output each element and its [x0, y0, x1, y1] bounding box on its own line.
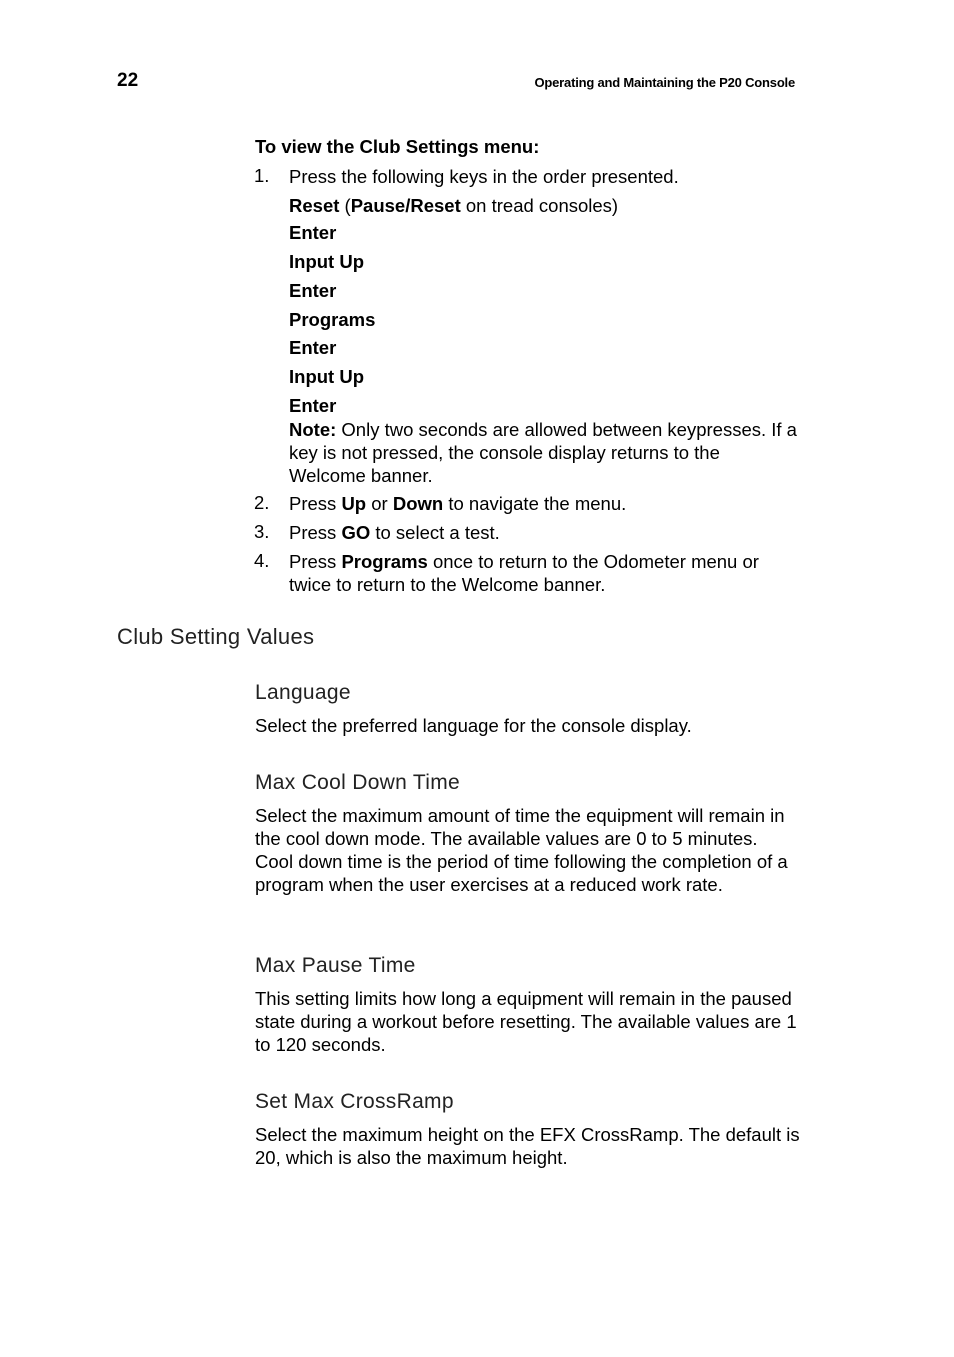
- step-3-number: 3.: [254, 521, 270, 542]
- note: [289, 418, 799, 487]
- first-key-line: [289, 194, 799, 217]
- section-title: Club Setting Values: [117, 624, 315, 649]
- first-key-suffix: on tread consoles): [460, 195, 619, 216]
- subsection-text-max-cool-down-time: Select the maximum amount of time the equipment will remain in the cool down mode. The available values are 0 to 5 minutes. Cool down time is the period of time following the completion of a program when the user exercises at a reduced work rate.: [255, 805, 788, 895]
- key-step: Input Up: [289, 251, 365, 272]
- paren-open: (: [339, 195, 351, 216]
- step-1-number: 1.: [254, 165, 270, 186]
- step-2-post: to navigate the menu.: [443, 493, 627, 514]
- key-go: GO: [341, 522, 371, 543]
- step-2-pre: Press: [289, 493, 342, 514]
- step-4-number: 4.: [254, 550, 270, 571]
- running-header: Operating and Maintaining the P20 Console: [534, 75, 795, 90]
- step-3-post: to select a test.: [370, 522, 500, 543]
- step-3-text: [289, 521, 799, 544]
- subsection-text-set-max-crossramp: Select the maximum height on the EFX CrossRamp. The default is 20, which is also the maximum height.: [255, 1124, 800, 1168]
- step-2-mid: or: [366, 493, 393, 514]
- key-step: Programs: [289, 309, 376, 330]
- key-step: Enter: [289, 395, 337, 416]
- key-step: Enter: [289, 222, 337, 243]
- key-reset: Reset: [289, 195, 340, 216]
- note-text: Only two seconds are allowed between keypresses. If a key is not pressed, the console display returns to the Welcome banner.: [289, 419, 797, 486]
- subsection-text-language: Select the preferred language for the console display.: [255, 715, 692, 736]
- key-step: Input Up: [289, 366, 365, 387]
- subsection-title-max-pause-time: Max Pause Time: [255, 954, 416, 977]
- step-1-text: Press the following keys in the order presented.: [289, 166, 679, 187]
- subsection-title-language: Language: [255, 681, 351, 704]
- step-4-pre: Press: [289, 551, 342, 572]
- step-2-text: [289, 492, 799, 515]
- subsection-title-set-max-crossramp: Set Max CrossRamp: [255, 1090, 454, 1113]
- note-label: Note:: [289, 419, 337, 440]
- step-3-pre: Press: [289, 522, 342, 543]
- subsection-text-max-pause-time: This setting limits how long a equipment will remain in the paused state during a workout before resetting. The available values are 1 to 120 seconds.: [255, 988, 797, 1055]
- procedure-heading: To view the Club Settings menu:: [255, 136, 540, 157]
- page-number: 22: [117, 70, 139, 91]
- step-4-post: once to return to the Odometer menu or twice to return to the Welcome banner.: [289, 551, 759, 595]
- key-step: Enter: [289, 280, 337, 301]
- key-pause-reset: Pause/Reset: [350, 195, 461, 216]
- key-step: Enter: [289, 337, 337, 358]
- key-programs: Programs: [341, 551, 428, 572]
- step-4-text: [289, 550, 789, 596]
- key-up: Up: [341, 493, 367, 514]
- key-down: Down: [392, 493, 444, 514]
- step-2-number: 2.: [254, 492, 270, 513]
- subsection-title-max-cool-down-time: Max Cool Down Time: [255, 771, 460, 794]
